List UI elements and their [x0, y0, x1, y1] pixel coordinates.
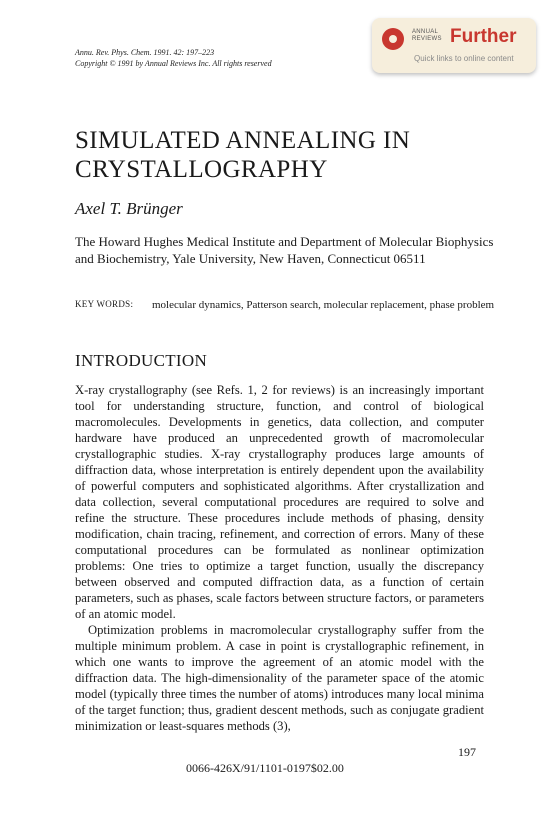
section-heading: INTRODUCTION — [75, 351, 208, 370]
journal-citation — [75, 47, 272, 69]
citation-line-2: Copyright © 1991 by Annual Reviews Inc. All rights reserved — [75, 59, 272, 68]
title-line-2: CRYSTALLOGRAPHY — [75, 156, 328, 183]
keywords-list: molecular dynamics, Patterson search, molecular replacement, phase problem — [152, 299, 495, 311]
further-tagline: Quick links to online content — [414, 54, 514, 63]
author-affiliation: The Howard Hughes Medical Institute and Department of Molecular Biophysics and Biochemistry, Yale University, New Haven, Connecticut 06511 — [75, 234, 494, 266]
author-name: Axel T. Brünger — [75, 199, 183, 218]
keywords-label: KEY WORDS: — [75, 299, 134, 309]
paragraph: Optimization problems in macromolecular crystallography suffer from the multiple minimum problem. A case in point is crystallographic refinement, in which one wants to improve the agreement of an atomic model with the diffraction data. The high-dimensionality of the parameter space of the atomic model (typically three times the number of atoms) introduces many local minima of the target function; thus, gradient descent methods, such as conjugate gradient minimization or least-squares methods (3), — [75, 623, 484, 733]
further-wordmark: Further — [450, 26, 517, 47]
annual-reviews-wordmark: ANNUAL REVIEWS — [412, 29, 442, 42]
annual-reviews-logo-icon — [382, 28, 404, 50]
page-number: 197 — [458, 745, 476, 759]
price-code: 0066-426X/91/1101-0197$02.00 — [186, 761, 344, 775]
citation-line-1: Annu. Rev. Phys. Chem. 1991. 42: 197–223 — [75, 48, 215, 57]
further-badge[interactable] — [372, 18, 536, 73]
paragraph: X-ray crystallography (see Refs. 1, 2 for reviews) is an increasingly important tool for understanding structure, function, and control of biological macromolecules. Developments in genetics, data collection, and computer hardware have produced an unprecedented growth of macromolecular crystallographic studies. X-ray crystallography produces large amounts of diffraction data, whose interpretation is entirely dependent upon the availability of powerful computers and sophisticated algorithms. After crystallization and data collection, several computational procedures are required to solve and refine the structure. These procedures include methods of phasing, density modification, chain tracing, refinement, and correction of errors. Many of these computational procedures can be formulated as nonlinear optimization problems: One tries to optimize a target function, usually the discrepancy between observed and computed diffraction data, as a function of certain parameters, such as phases, scale factors between structure factors, or parameters of an atomic model. — [75, 383, 484, 621]
title-line-1: SIMULATED ANNEALING IN — [75, 127, 411, 154]
body-text — [75, 382, 484, 734]
article-title — [75, 126, 410, 184]
